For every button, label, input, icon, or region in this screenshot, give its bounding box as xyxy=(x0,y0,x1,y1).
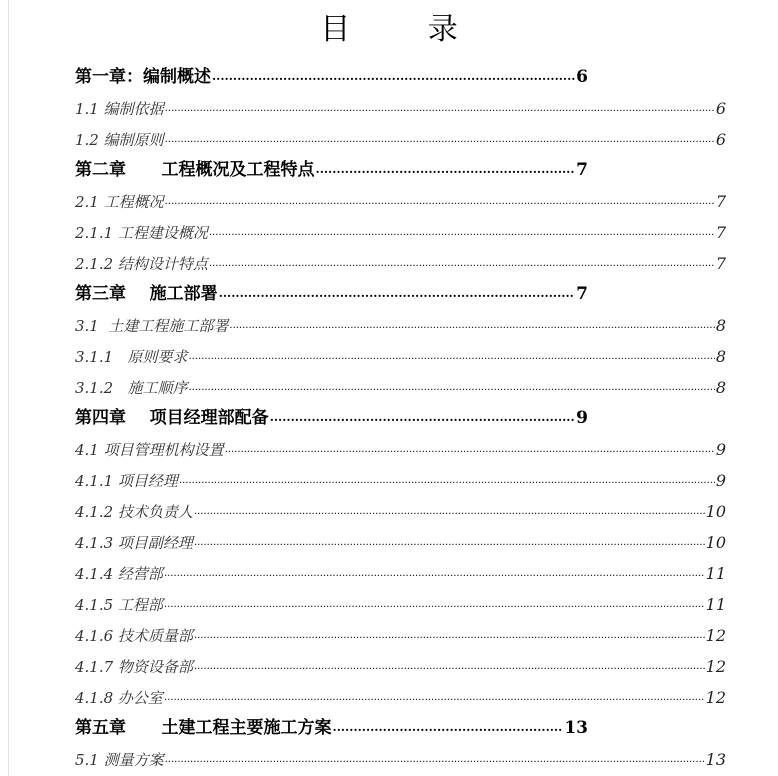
toc-entry-4-1[interactable] xyxy=(75,430,726,461)
toc-entry-page: 6 xyxy=(715,99,726,118)
toc-leader-dots xyxy=(164,691,705,705)
toc-entry-page: 12 xyxy=(705,688,726,707)
toc-leader-dots xyxy=(194,629,705,643)
toc-entry-4-1-6[interactable] xyxy=(75,616,726,647)
toc-entry-4-1-7[interactable] xyxy=(75,647,726,678)
toc-entry-chapter-3[interactable] xyxy=(75,275,588,306)
toc-entry-label: 2.1 工程概况 xyxy=(75,193,164,211)
toc-entry-page: 6 xyxy=(715,130,726,149)
toc-entry-label: 2.1.2 结构设计特点 xyxy=(75,255,208,273)
toc-entry-label: 1.2 编制原则 xyxy=(75,131,164,149)
toc-entry-page: 11 xyxy=(705,564,726,583)
toc-entry-page: 10 xyxy=(705,533,726,552)
toc-entry-page: 12 xyxy=(705,657,726,676)
toc-entry-3-1-2[interactable] xyxy=(75,368,726,399)
toc-entry-page: 9 xyxy=(715,471,726,490)
toc-leader-dots xyxy=(164,567,705,581)
toc-entry-2-1-2[interactable] xyxy=(75,244,726,275)
toc-entry-label: 4.1.3 项目副经理 xyxy=(75,534,193,552)
toc-leader-dots xyxy=(164,598,705,612)
toc-entry-label: 第四章 项目经理部配备 xyxy=(75,408,269,428)
toc-entry-page: 8 xyxy=(715,347,726,366)
page-edge-line xyxy=(8,0,9,776)
toc-entry-2-1-1[interactable] xyxy=(75,213,726,244)
toc-leader-dots xyxy=(270,408,575,426)
toc-entry-1-1[interactable] xyxy=(75,89,726,120)
toc-entry-page: 9 xyxy=(715,440,726,459)
toc-title: 目 录 xyxy=(320,12,492,47)
toc-entry-label: 4.1.6 技术质量部 xyxy=(75,627,193,645)
toc-entry-4-1-1[interactable] xyxy=(75,461,726,492)
toc-entry-chapter-5[interactable] xyxy=(75,709,588,740)
toc-entry-label: 第五章 土建工程主要施工方案 xyxy=(75,718,332,738)
toc-entry-label: 4.1.5 工程部 xyxy=(75,596,163,614)
toc-entry-label: 4.1.2 技术负责人 xyxy=(75,503,193,521)
toc-entry-label: 4.1 项目管理机构设置 xyxy=(75,441,224,459)
toc-entry-page: 7 xyxy=(715,254,726,273)
toc-entry-page: 9 xyxy=(576,408,588,428)
toc-entry-label: 2.1.1 工程建设概况 xyxy=(75,224,208,242)
toc-entry-label: 第三章 施工部署 xyxy=(75,284,218,304)
toc-entry-page: 13 xyxy=(564,718,588,738)
toc-entry-page: 7 xyxy=(576,284,588,304)
toc-leader-dots xyxy=(212,67,575,85)
toc-entry-4-1-3[interactable] xyxy=(75,523,726,554)
toc-leader-dots xyxy=(229,319,714,333)
toc-entry-label: 3.1.2 施工顺序 xyxy=(75,379,188,397)
toc-entry-label: 4.1.7 物资设备部 xyxy=(75,658,193,676)
toc-leader-dots xyxy=(179,474,715,488)
toc-entry-chapter-2[interactable] xyxy=(75,151,588,182)
toc-entry-page: 8 xyxy=(715,378,726,397)
toc-leader-dots xyxy=(219,284,575,302)
toc-entry-4-1-2[interactable] xyxy=(75,492,726,523)
toc-entry-2-1[interactable] xyxy=(75,182,726,213)
toc-entry-chapter-4[interactable] xyxy=(75,399,588,430)
toc-entry-4-1-4[interactable] xyxy=(75,554,726,585)
toc-leader-dots xyxy=(209,226,715,240)
toc-leader-dots xyxy=(188,350,714,364)
toc-entry-page: 11 xyxy=(705,595,726,614)
toc-entry-label: 4.1.4 经营部 xyxy=(75,565,163,583)
toc-entry-label: 第一章：编制概述 xyxy=(75,67,211,87)
toc-entry-4-1-8[interactable] xyxy=(75,678,726,709)
toc-entry-page: 12 xyxy=(705,626,726,645)
toc-leader-dots xyxy=(188,381,714,395)
toc-entry-label: 1.1 编制依据 xyxy=(75,100,164,118)
toc-leader-dots xyxy=(225,443,715,457)
toc-leader-dots xyxy=(194,536,705,550)
toc-entry-label: 第二章 工程概况及工程特点 xyxy=(75,160,315,180)
toc-entry-page: 13 xyxy=(705,750,726,769)
toc-leader-dots xyxy=(316,160,576,178)
toc-entry-page: 7 xyxy=(715,192,726,211)
toc-entry-page: 6 xyxy=(576,67,588,87)
toc-entry-3-1-1[interactable] xyxy=(75,337,726,368)
toc-entry-4-1-5[interactable] xyxy=(75,585,726,616)
toc-leader-dots xyxy=(165,133,715,147)
toc-entry-5-1[interactable] xyxy=(75,740,726,771)
toc-leader-dots xyxy=(333,718,564,736)
toc-entry-label: 3.1 土建工程施工部署 xyxy=(75,317,229,335)
toc-entry-label: 3.1.1 原则要求 xyxy=(75,348,188,366)
toc-entry-1-2[interactable] xyxy=(75,120,726,151)
toc-entry-3-1[interactable] xyxy=(75,306,726,337)
toc-leader-dots xyxy=(165,195,715,209)
table-of-contents xyxy=(75,58,730,771)
toc-entry-page: 8 xyxy=(715,316,726,335)
toc-entry-label: 4.1.8 办公室 xyxy=(75,689,163,707)
toc-leader-dots xyxy=(165,102,715,116)
toc-entry-label: 4.1.1 项目经理 xyxy=(75,472,178,490)
toc-entry-label: 5.1 测量方案 xyxy=(75,751,164,769)
toc-leader-dots xyxy=(194,660,705,674)
toc-entry-page: 7 xyxy=(576,160,588,180)
toc-leader-dots xyxy=(165,753,705,767)
toc-entry-page: 10 xyxy=(705,502,726,521)
toc-leader-dots xyxy=(194,505,705,519)
toc-entry-page: 7 xyxy=(715,223,726,242)
toc-leader-dots xyxy=(209,257,715,271)
toc-entry-chapter-1[interactable] xyxy=(75,58,588,89)
